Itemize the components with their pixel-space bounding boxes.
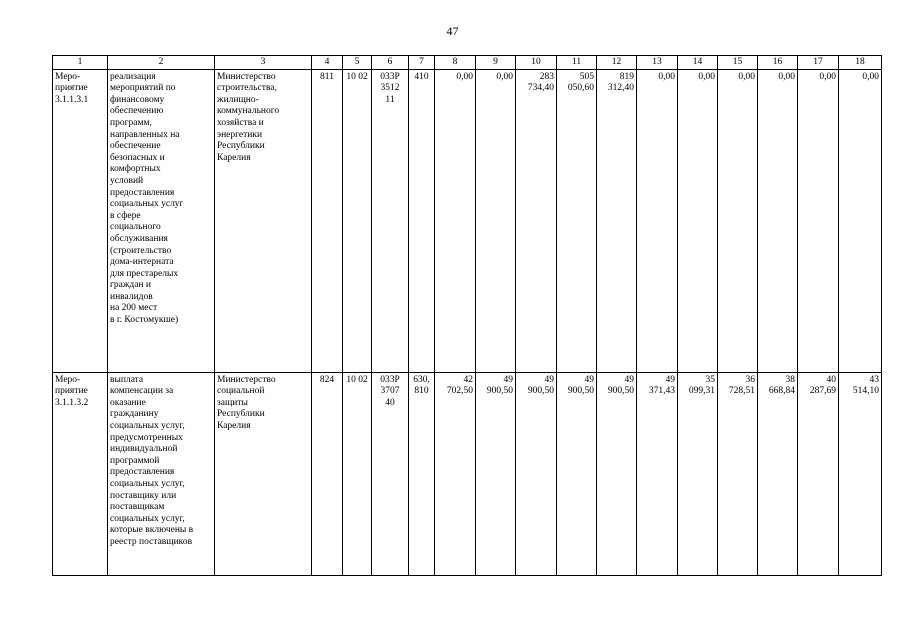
- table-row: [53, 372, 882, 575]
- amount-cell: 505 050,60: [557, 69, 597, 372]
- amount-cell: 0,00: [435, 69, 476, 372]
- section-code-cell: 10 02: [343, 372, 372, 575]
- grbs-code-cell: 824: [312, 372, 343, 575]
- target-article-cell: 033Р 3512 11: [372, 69, 409, 372]
- page-number: 47: [446, 24, 459, 38]
- amount-cell: 42 702,50: [435, 372, 476, 575]
- amount-cell: 0,00: [798, 69, 839, 372]
- amount-cell: 49 900,50: [557, 372, 597, 575]
- target-article-cell: 033Р 3707 40: [372, 372, 409, 575]
- expense-type-cell: 410: [409, 69, 435, 372]
- measure-description-cell: реализация мероприятий по финансовому обеспечению программ, направленных на обеспечение безопасных и комфортных условий предоставления социальных услуг в сфере социального обслуживания (строительство дома-интерната для престарелых граждан и инвалидов на 200 мест в г. Костомукше): [108, 69, 215, 372]
- responsible-agency-cell: Министерство строительства, жилищно- коммунального хозяйства и энергетики Республики Карелия: [215, 69, 312, 372]
- column-number: 7: [409, 56, 435, 70]
- amount-cell: 38 668,84: [758, 372, 798, 575]
- amount-cell: 0,00: [637, 69, 678, 372]
- amount-cell: 49 900,50: [597, 372, 637, 575]
- amount-cell: 43 514,10: [839, 372, 882, 575]
- measure-description-cell: выплата компенсации за оказание гражданину социальных услуг, предусмотренных индивидуальной программой предоставления социальных услуг, поставщику или поставщикам социальных услуг, которые включены в реестр поставщиков: [108, 372, 215, 575]
- column-number: 5: [343, 56, 372, 70]
- amount-cell: 0,00: [839, 69, 882, 372]
- budget-table: [52, 55, 882, 576]
- column-number: 8: [435, 56, 476, 70]
- measure-code-cell: Меро- приятие 3.1.1.3.2: [53, 372, 108, 575]
- amount-cell: 49 371,43: [637, 372, 678, 575]
- responsible-agency-cell: Министерство социальной защиты Республики Карелия: [215, 372, 312, 575]
- amount-cell: 283 734,40: [516, 69, 557, 372]
- measure-code-cell: Меро- приятие 3.1.1.3.1: [53, 69, 108, 372]
- section-code-cell: 10 02: [343, 69, 372, 372]
- column-number-row: [53, 56, 882, 70]
- amount-cell: 0,00: [718, 69, 758, 372]
- column-number: 2: [108, 56, 215, 70]
- column-number: 6: [372, 56, 409, 70]
- column-number: 13: [637, 56, 678, 70]
- amount-cell: 0,00: [678, 69, 718, 372]
- column-number: 16: [758, 56, 798, 70]
- column-number: 10: [516, 56, 557, 70]
- amount-cell: 0,00: [758, 69, 798, 372]
- column-number: 3: [215, 56, 312, 70]
- grbs-code-cell: 811: [312, 69, 343, 372]
- column-number: 1: [53, 56, 108, 70]
- amount-cell: 36 728,51: [718, 372, 758, 575]
- amount-cell: 819 312,40: [597, 69, 637, 372]
- column-number: 11: [557, 56, 597, 70]
- table-row: [53, 69, 882, 372]
- expense-type-cell: 630, 810: [409, 372, 435, 575]
- column-number: 14: [678, 56, 718, 70]
- amount-cell: 40 287,69: [798, 372, 839, 575]
- column-number: 12: [597, 56, 637, 70]
- amount-cell: 49 900,50: [476, 372, 516, 575]
- amount-cell: 35 099,31: [678, 372, 718, 575]
- amount-cell: 49 900,50: [516, 372, 557, 575]
- column-number: 9: [476, 56, 516, 70]
- column-number: 18: [839, 56, 882, 70]
- amount-cell: 0,00: [476, 69, 516, 372]
- column-number: 15: [718, 56, 758, 70]
- column-number: 4: [312, 56, 343, 70]
- column-number: 17: [798, 56, 839, 70]
